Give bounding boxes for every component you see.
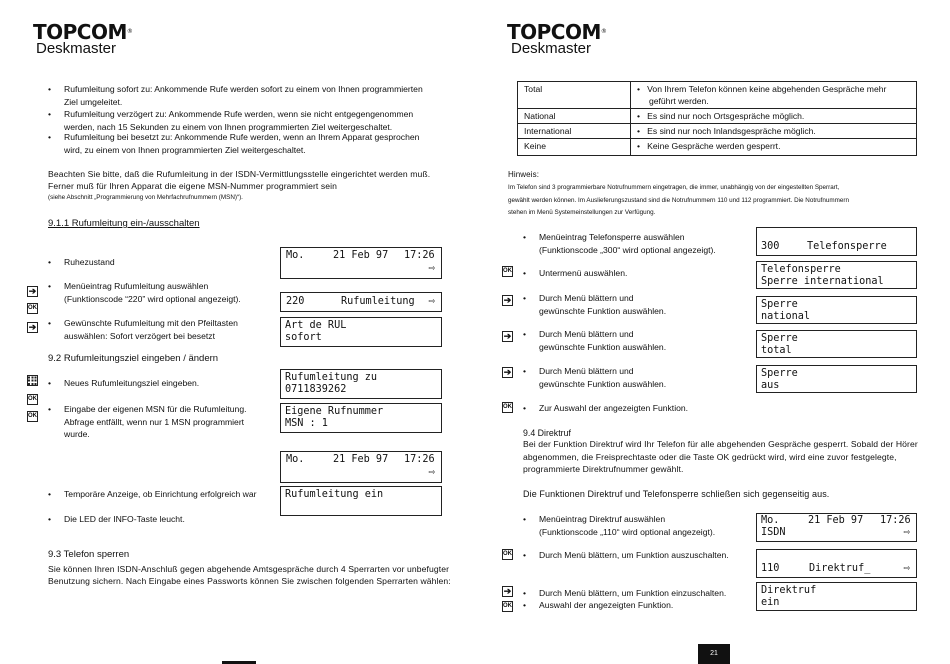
hinweis-line-2: gewählt werden können. Im Auslieferungszustand sind die Notrufnummern 110 und 112 programmiert. Die Notrufnummern — [508, 197, 850, 204]
exclusive-note: Die Funktionen Direktruf und Telefonsperre schließen sich gegenseitig aus. — [523, 489, 830, 499]
arrow-outline-icon: ⇨ — [428, 294, 435, 307]
arrow-right-icon: ➔ — [503, 295, 512, 305]
table-cell-desc: • Von Ihrem Telefon können keine abgehenden Gespräche mehr geführt werden. — [631, 82, 917, 109]
direkt-line-2: abgenommen, die Freisprechtaste oder die Taste OK gedrückt wird, wird eine zuvor festgelegte, — [523, 452, 897, 462]
arrow-outline-icon: ⇨ — [903, 561, 910, 574]
section-92-heading: 9.2 Rufumleitungsziel eingeben / ändern — [48, 353, 219, 364]
table-cell-desc: • Es sind nur noch Inlandsgespräche möglich. — [631, 124, 917, 139]
lcd-display-direkt-ein: Direktruf ein — [756, 582, 917, 611]
table-row — [518, 109, 917, 124]
lcd-display-rul-ein: Rufumleitung ein — [280, 486, 442, 516]
table-cell-desc: • Keine Gespräche werden gesperrt. — [631, 139, 917, 156]
table-row — [518, 82, 917, 109]
sperren-line-1: Sie können Ihren ISDN-Anschluß gegen abgehende Amtsgespräche durch 4 Sperrarten vor unbefugter — [48, 564, 450, 574]
hinweis-title: Hinweis: — [508, 170, 540, 179]
lcd-display-idle: Mo. 21 Feb 97 17:26 ISDN ⇨ — [756, 513, 917, 542]
hinweis-line-1: Im Telefon sind 3 programmierbare Notrufnummern eingetragen, die immer, unabhängig von der eingestellten Sperrart, — [508, 184, 840, 191]
arrow-right-icon: ➔ — [503, 331, 512, 341]
page-subtitle: Deskmaster — [36, 40, 117, 57]
lcd-display-idle: Mo. 21 Feb 97 17:26 ⇨ — [280, 247, 442, 279]
section-911-heading: 9.1.1 Rufumleitung ein-/ausschalten — [48, 218, 200, 229]
table-cell-type: Total — [518, 82, 631, 109]
ok-icon: OK — [27, 303, 38, 314]
arrow-right-icon: ➔ — [28, 286, 37, 296]
lcd-display-art: Art de RUL sofort — [280, 317, 442, 347]
table-row — [518, 139, 917, 156]
sperren-line-2: Benutzung sichern. Nach Eingabe eines Passworts können Sie zwischen folgenden Sperrarten wählen: — [48, 576, 451, 586]
direkt-line-3: programmierte Direktrufnummer gewählt. — [523, 464, 684, 474]
arrow-outline-icon: ⇨ — [903, 525, 910, 538]
topcom-logo: TOPCOM® — [33, 20, 133, 44]
page-number: 21 — [698, 644, 730, 664]
section-93-heading: 9.3 Telefon sperren — [48, 549, 130, 560]
lcd-display-220: 220 Rufumleitung ⇨ — [280, 292, 442, 312]
keypad-icon — [27, 375, 38, 386]
page-subtitle: Deskmaster — [511, 40, 592, 57]
note-line-3: (siehe Abschnitt „Programmierung von Mehrfachrufnummern (MSN)“). — [48, 194, 243, 201]
lcd-display-sperre-int: Telefonsperre Sperre international — [756, 261, 917, 289]
section-94-heading: 9.4 Direktruf — [523, 428, 571, 438]
arrow-right-icon: ➔ — [503, 367, 512, 377]
ok-icon: OK — [502, 601, 513, 612]
arrow-outline-icon: ⇨ — [428, 261, 435, 274]
arrow-outline-icon: ⇨ — [428, 465, 435, 478]
hinweis-line-3: stehen im Menü Systemeinstellungen zur Verfügung. — [508, 209, 656, 216]
note-line-1: Beachten Sie bitte, daß die Rufumleitung in der ISDN-Vermittlungsstelle eingerichtet werden muß. — [48, 169, 431, 179]
lcd-display-msn: Eigene Rufnummer MSN : 1 — [280, 403, 442, 433]
topcom-logo: TOPCOM® — [507, 20, 607, 44]
table-cell-type: National — [518, 109, 631, 124]
table-row — [518, 124, 917, 139]
ok-icon: OK — [502, 402, 513, 413]
lcd-display-110: 110 Direktruf_ ⇨ — [756, 549, 917, 578]
lcd-display-300: 300 Telefonsperre — [756, 227, 917, 256]
lcd-display-sperre-nat: Sperre national — [756, 296, 917, 324]
ok-icon: OK — [502, 549, 513, 560]
table-cell-desc: • Es sind nur noch Ortsgespräche möglich. — [631, 109, 917, 124]
lcd-display-sperre-aus: Sperre aus — [756, 365, 917, 393]
arrow-right-icon: ➔ — [503, 586, 512, 596]
direkt-line-1: Bei der Funktion Direktruf wird Ihr Telefon für alle abgehenden Gespräche gesperrt. Sobald der Hörer — [523, 439, 918, 449]
table-cell-type: Keine — [518, 139, 631, 156]
ok-icon: OK — [27, 411, 38, 422]
lcd-display-idle-2: Mo. 21 Feb 97 17:26 ⇨ — [280, 451, 442, 483]
lcd-display-rulzu: Rufumleitung zu 0711839262 — [280, 369, 442, 399]
sperrarten-table — [517, 81, 917, 156]
ok-icon: OK — [27, 394, 38, 405]
table-cell-type: International — [518, 124, 631, 139]
arrow-right-icon: ➔ — [28, 322, 37, 332]
note-line-2: Ferner muß für Ihren Apparat die eigene MSN-Nummer programmiert sein — [48, 181, 338, 191]
ok-icon: OK — [502, 266, 513, 277]
lcd-display-sperre-total: Sperre total — [756, 330, 917, 358]
